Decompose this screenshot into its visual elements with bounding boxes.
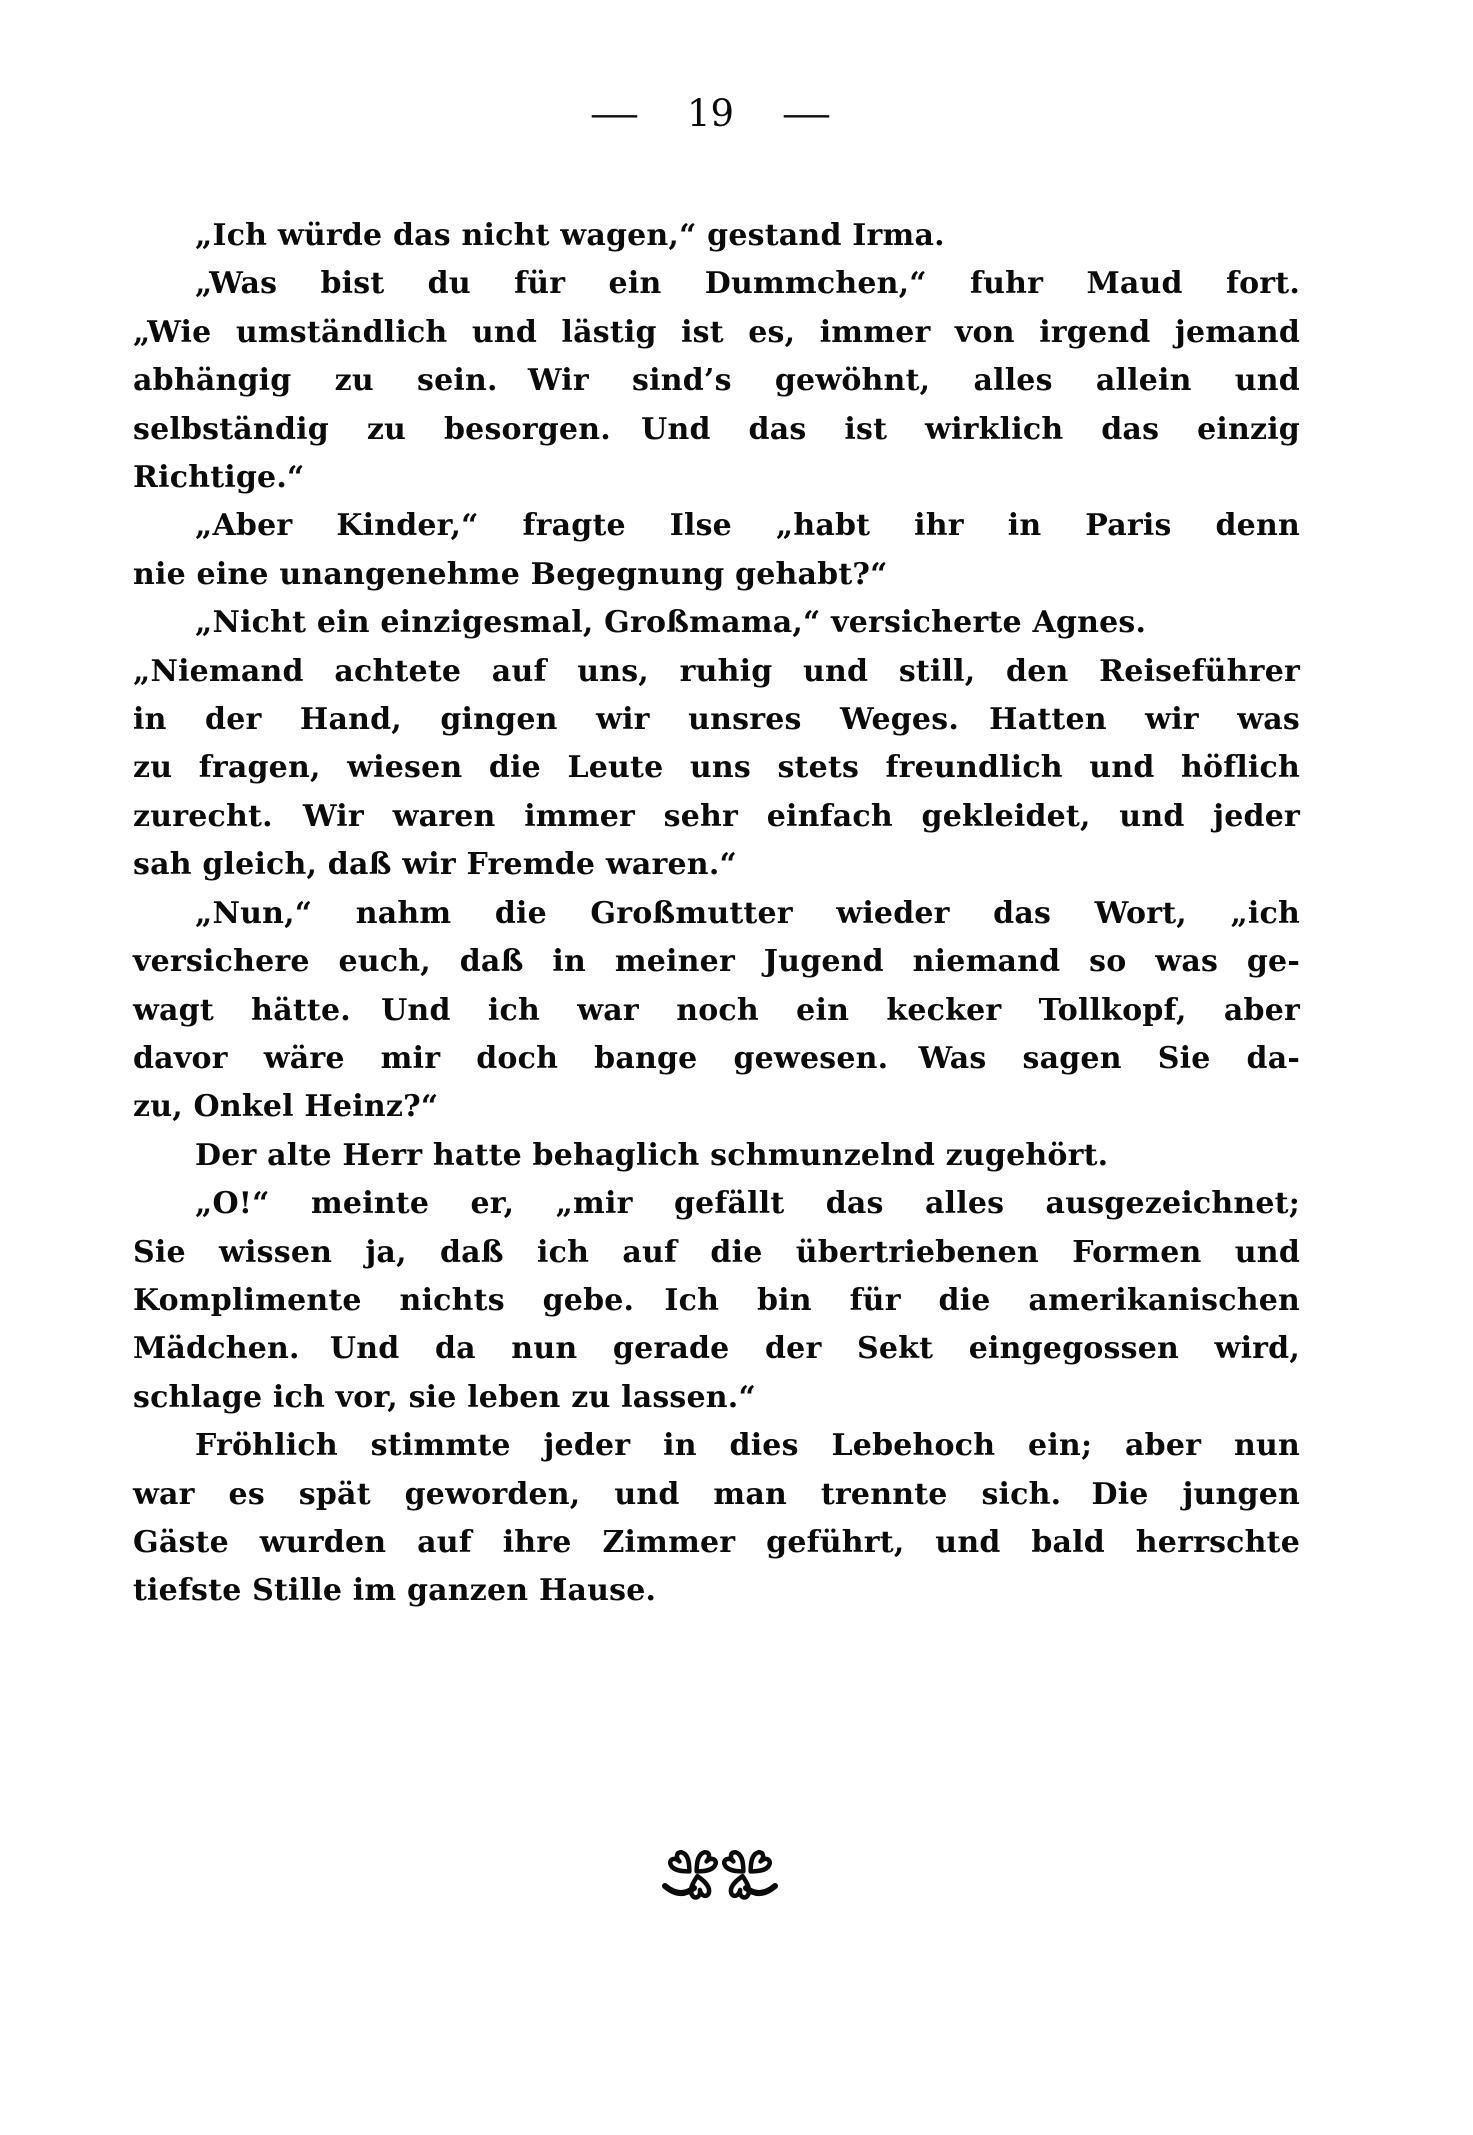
text-line: versichere euch, daß in meiner Jugend niemand so was ge-: [133, 944, 1300, 980]
text-line: „Nicht ein einzigesmal, Großmama,“ versicherte Agnes.: [195, 605, 1147, 641]
text-line: „O!“ meinte er, „mir gefällt das alles ausgezeichnet;: [195, 1186, 1300, 1222]
text-line: abhängig zu sein. Wir sind’s gewöhnt, alles allein und: [133, 363, 1300, 399]
text-line: in der Hand, gingen wir unsres Weges. Hatten wir was: [133, 702, 1300, 738]
text-line: Sie wissen ja, daß ich auf die übertriebenen Formen und: [133, 1234, 1300, 1270]
text-line: sah gleich, daß wir Fremde waren.“: [133, 847, 737, 883]
text-line: Fröhlich stimmte jeder in dies Lebehoch ein; aber nun: [195, 1428, 1300, 1464]
text-line: zu fragen, wiesen die Leute uns stets freundlich und höflich: [133, 750, 1300, 786]
text-line: „Niemand achtete auf uns, ruhig und still, den Reiseführer: [133, 653, 1300, 689]
text-line: tiefste Stille im ganzen Hause.: [133, 1573, 657, 1609]
page-header: [0, 92, 1447, 135]
text-line: zu, Onkel Heinz?“: [133, 1089, 439, 1125]
header-dash-right: —: [781, 92, 832, 135]
header-dash-left: —: [589, 92, 640, 135]
text-line: nie eine unangenehme Begegnung gehabt?“: [133, 556, 888, 592]
text-line: „Aber Kinder,“ fragte Ilse „habt ihr in Paris denn: [195, 508, 1300, 544]
text-line: „Ich würde das nicht wagen,“ gestand Irma.: [195, 218, 945, 253]
text-block: [133, 212, 1300, 1616]
text-line: zurecht. Wir waren immer sehr einfach gekleidet, und jeder: [133, 798, 1300, 834]
text-line: Richtige.“: [133, 460, 305, 496]
text-line: Der alte Herr hatte behaglich schmunzelnd zugehört.: [195, 1137, 1109, 1173]
text-line: „Nun,“ nahm die Großmutter wieder das Wort, „ich: [195, 895, 1300, 931]
text-line: schlage ich vor, sie leben zu lassen.“: [133, 1379, 756, 1415]
text-line: davor wäre mir doch bange gewesen. Was sagen Sie da-: [133, 1040, 1300, 1076]
text-line: selbständig zu besorgen. Und das ist wirklich das einzig: [133, 411, 1300, 447]
page-number: 19: [686, 92, 735, 135]
text-line: „Was bist du für ein Dummchen,“ fuhr Maud fort.: [195, 266, 1300, 302]
text-line: wagt hätte. Und ich war noch ein kecker Tollkopf, aber: [133, 992, 1300, 1028]
text-line: Komplimente nichts gebe. Ich bin für die amerikanischen: [133, 1282, 1300, 1318]
text-line: Gäste wurden auf ihre Zimmer geführt, und bald herrschte: [133, 1524, 1300, 1560]
double-clover-ornament-icon: [662, 1846, 778, 1910]
text-line: „Wie umständlich und lästig ist es, immer von irgend jemand: [133, 314, 1300, 350]
text-line: war es spät geworden, und man trennte sich. Die jungen: [133, 1476, 1300, 1512]
text-line: Mädchen. Und da nun gerade der Sekt eingegossen wird,: [133, 1331, 1300, 1367]
